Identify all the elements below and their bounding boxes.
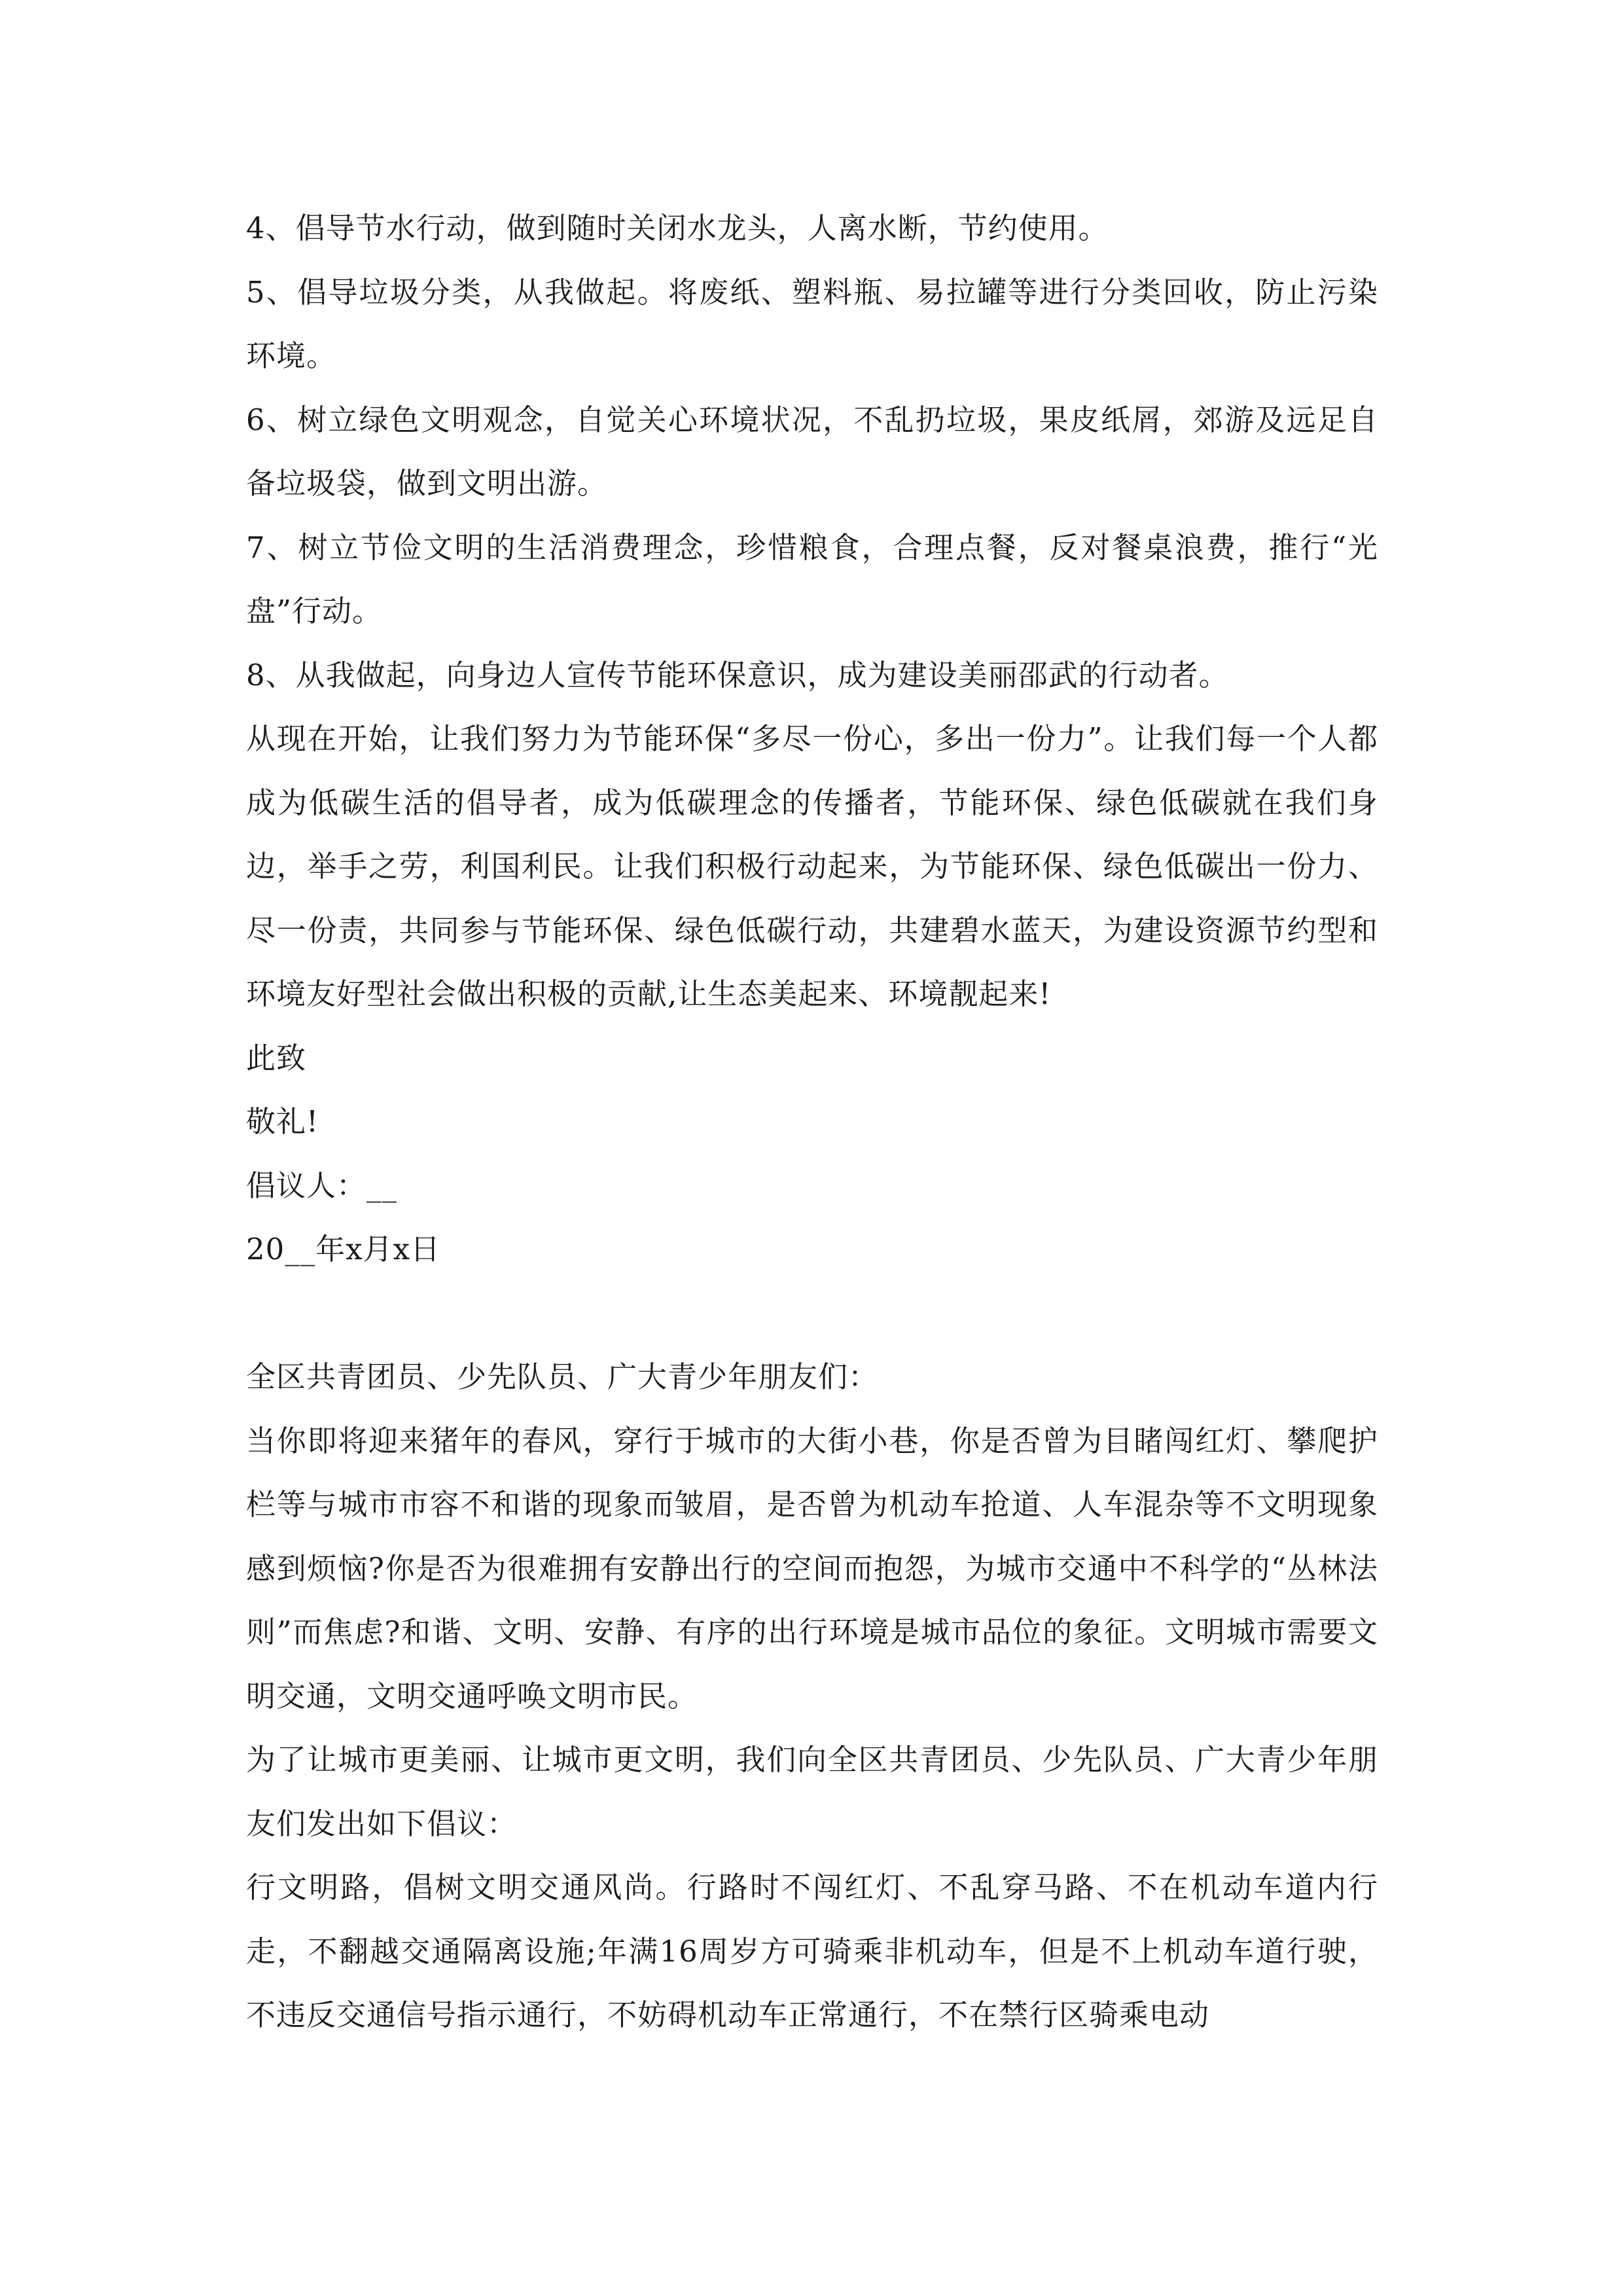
list-item: 7、树立节俭文明的生活消费理念，珍惜粮食，合理点餐，反对餐桌浪费，推行“光盘”行动。: [246, 529, 1378, 628]
closing-paragraph: 从现在开始，让我们努力为节能环保“多尽一份心，多出一份力”。让我们每一个人都成为低碳生活的倡导者，成为低碳理念的传播者，节能环保、绿色低碳就在我们身边，举手之劳，利国利民。让我们积极行动起来，为节能环保、绿色低碳出一份力、尽一份责，共同参与节能环保、绿色低碳行动，共建碧水蓝天，为建设资源节约型和环境友好型社会做出积极的贡献,让生态美起来、环境靓起来!: [246, 721, 1378, 1011]
greeting-line: 全区共青团员、少先队员、广大青少年朋友们：: [246, 1359, 879, 1394]
list-item: 6、树立绿色文明观念，自觉关心环境状况，不乱扔垃圾，果皮纸屑，郊游及远足自备垃圾袋，做到文明出游。: [246, 402, 1378, 501]
salutation-line-2: 敬礼!: [246, 1104, 319, 1139]
salutation-line-1: 此致: [246, 1040, 307, 1075]
list-item: 4、倡导节水行动，做到随时关闭水龙头，人离水断，节约使用。: [246, 211, 1109, 245]
list-item: 5、倡导垃圾分类，从我做起。将废纸、塑料瓶、易拉罐等进行分类回收，防止污染环境。: [246, 274, 1378, 373]
body-paragraph: 为了让城市更美丽、让城市更文明，我们向全区共青团员、少先队员、广大青少年朋友们发出如下倡议：: [246, 1742, 1378, 1841]
body-paragraph: 当你即将迎来猪年的春风，穿行于城市的大街小巷，你是否曾为目睹闯红灯、攀爬护栏等与城市市容不和谐的现象而皱眉，是否曾为机动车抢道、人车混杂等不文明现象感到烦恼?你是否为很难拥有安静出行的空间而抱怨，为城市交通中不科学的“丛林法则”而焦虑?和谐、文明、安静、有序的出行环境是城市品位的象征。文明城市需要文明交通，文明交通呼唤文明市民。: [246, 1423, 1378, 1713]
section-spacer: [246, 1282, 1378, 1346]
body-paragraph: 行文明路，倡树文明交通风尚。行路时不闯红灯、不乱穿马路、不在机动车道内行走，不翻越交通隔离设施;年满16周岁方可骑乘非机动车，但是不上机动车道行驶，不违反交通信号指示通行，不妨碍机动车正常通行，不在禁行区骑乘电动: [246, 1870, 1378, 2032]
date-line: 20__年x月x日: [246, 1232, 441, 1266]
signer-line: 倡议人：__: [246, 1168, 398, 1203]
document-body: [246, 196, 1378, 2047]
list-item: 8、从我做起，向身边人宣传节能环保意识，成为建设美丽邵武的行动者。: [246, 657, 1229, 692]
